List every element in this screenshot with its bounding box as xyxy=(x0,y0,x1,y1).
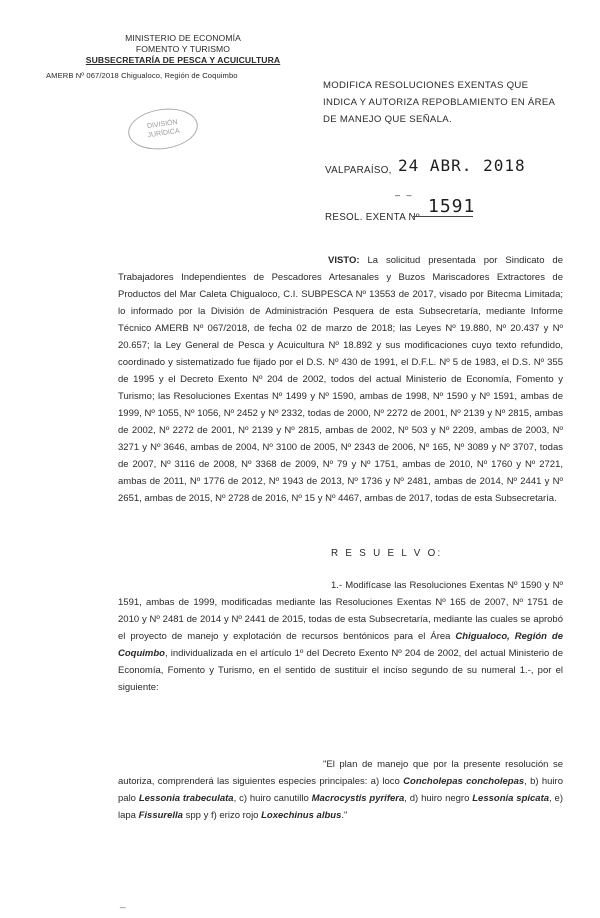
stamp-line-1: DIVISIÓN xyxy=(146,118,179,131)
stamp-line-2: JURÍDICA xyxy=(147,127,181,140)
division-stamp xyxy=(126,104,201,153)
quote-part-3: , c) huiro canutillo xyxy=(233,793,312,804)
quote-part-7: ." xyxy=(341,810,348,821)
species-1: Concholepas concholepas xyxy=(403,776,525,787)
species-4: Lessonia spicata xyxy=(472,793,550,804)
article-1-paragraph xyxy=(118,577,563,696)
species-5: Fissurella xyxy=(138,810,183,821)
quote-part-2: , b) huiro palo xyxy=(118,776,563,804)
resolution-underline xyxy=(413,216,473,217)
ministry-sub: FOMENTO Y TURISMO xyxy=(135,44,231,54)
place-label: VALPARAÍSO, xyxy=(325,165,392,176)
quote-part-4: , d) huiro negro xyxy=(404,793,473,804)
document-subject: MODIFICA RESOLUCIONES EXENTAS QUE INDICA Y AUTORIZA REPOBLAMIENTO EN ÁREA DE MANEJO QUE SEÑALA. xyxy=(323,80,555,126)
species-3: Macrocystis pyrifera xyxy=(311,793,405,804)
article-1-rest: , individualizada en el artículo 1º del Decreto Exento Nº 204 de 2002, del actual Ministerio de Economía, Fomento y Turismo, en el sentido de sustituir el inciso segundo de su numeral 1.-, por el siguiente: xyxy=(118,648,563,693)
resuelvo-heading: R E S U E L V O: xyxy=(331,548,443,559)
document-date: 24 ABR. 2018 xyxy=(398,156,526,175)
species-2: Lessonia trabeculata xyxy=(138,793,234,804)
quote-part-1: "El plan de manejo que por la presente resolución se autoriza, comprenderá las siguientes especies principales: a) loco xyxy=(118,759,563,787)
quote-part-6: spp y f) erizo rojo xyxy=(182,810,262,821)
replacement-quote xyxy=(118,756,563,824)
resolution-number: 1591 xyxy=(428,196,476,217)
visto-label: VISTO: xyxy=(328,255,360,266)
article-1-area: Chigualoco, Región de Coquimbo xyxy=(118,631,563,659)
quote-part-5: , e) lapa xyxy=(118,793,563,821)
article-1-intro: 1.- Modifícase las Resoluciones Exentas Nº 1590 y Nº 1591, ambas de 1999, modificadas mediante las Resoluciones Exentas Nº 165 de 2007, Nº 1751 de 2010 y Nº 2481 de 2014 y Nº 2441 de 2015, todas de esta Subsecretaría, mediante las cuales se aprobó el proyecto de manejo y explotación de recursos bentónicos para el Área xyxy=(118,580,563,642)
amerb-reference: AMERB Nº 067/2018 Chigualoco, Región de Coquimbo xyxy=(46,71,238,80)
ministry-header xyxy=(78,33,288,66)
resolution-label: RESOL. EXENTA Nº xyxy=(325,212,420,223)
footer-mark: _ xyxy=(120,898,126,909)
subsecretaria-name: SUBSECRETARÍA DE PESCA Y ACUICULTURA xyxy=(85,55,281,65)
resolution-dash: – – xyxy=(395,190,414,200)
ministry-name: MINISTERIO DE ECONOMÍA xyxy=(125,33,241,43)
visto-text: La solicitud presentada por Sindicato de Trabajadores Independientes de Pescadores Artesanales y Buzos Mariscadores Extractores de Productos del Mar Caleta Chigualoco, C.I. SUBPESCA Nº 13553 de 2017, visado por Bitecma Limitada; lo informado por la División de Administración Pesquera de esta Subsecretaría, mediante Informe Técnico AMERB Nº 067/2018, de fecha 02 de marzo de 2018; las Leyes Nº 19.880, Nº 20.437 y Nº 20.657; la Ley General de Pesca y Acuicultura Nº 18.892 y sus modificaciones cuyo texto refundido, coordinado y sistematizado fue fijado por el D.S. Nº 430 de 1991, el D.F.L. Nº 5 de 1983, el D.S. Nº 355 de 1995 y el Decreto Exento Nº 204 de 2002, todos del actual Ministerio de Economía, Fomento y Turismo; las Resoluciones Exentas Nº 1499 y Nº 1590, ambas de 1998, Nº 1590 y Nº 1591, ambas de 1999, Nº 1055, Nº 1056, Nº 2452 y Nº 2332, todas de 2000, Nº 2272 de 2001, Nº 2139 y Nº 2815, ambas de 2002, Nº 2272 de 2001, Nº 2139 y Nº 2815, ambas de 2002, Nº 503 y Nº 2209, ambas de 2003, Nº 3271 y Nº 3646, ambas de 2004, Nº 3100 de 2005, Nº 2343 de 2006, Nº 165, Nº 3089 y Nº 3707, todas de 2007, Nº 3116 de 2008, Nº 3368 de 2009, Nº 79 y Nº 1751, ambas de 2010, Nº 1760 y Nº 2721, ambas de 2011, Nº 1776 de 2012, Nº 1943 de 2013, Nº 1736 y Nº 2481, ambas de 2014, Nº 2441 y Nº 2651, ambas de 2015, Nº 2728 de 2016, Nº 15 y Nº 4467, ambas de 2017, todas de esta Subsecretaría. xyxy=(118,255,563,504)
species-6: Loxechinus albus xyxy=(261,810,342,821)
visto-paragraph xyxy=(118,252,563,507)
